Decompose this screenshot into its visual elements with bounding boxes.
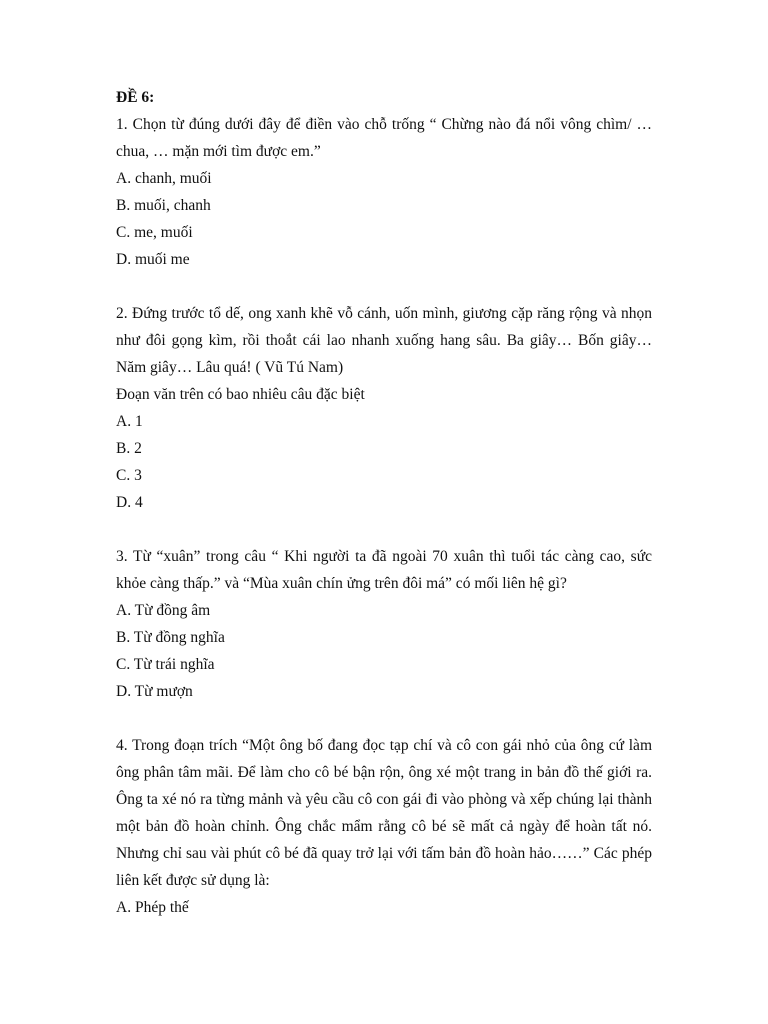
question-3: [116, 543, 652, 705]
option-b: B. Từ đồng nghĩa: [116, 629, 225, 646]
question-stem: 1. Chọn từ đúng dưới đây để điền vào chỗ trống “ Chừng nào đá nổi vông chìm/ … chua, … mặn mới tìm được em.”: [116, 116, 652, 160]
option-c: C. Từ trái nghĩa: [116, 656, 215, 673]
option-d: D. 4: [116, 494, 143, 511]
option-d: D. Từ mượn: [116, 683, 193, 700]
option-a: A. Phép thế: [116, 899, 189, 916]
question-stem: 2. Đứng trước tổ dế, ong xanh khẽ vỗ cánh, uốn mình, giương cặp răng rộng và nhọn như đôi gọng kìm, rồi thoắt cái lao nhanh xuống hang sâu. Ba giây… Bốn giây… Năm giây… Lâu quá! ( Vũ Tú Nam): [116, 305, 652, 376]
option-b: B. 2: [116, 440, 142, 457]
question-stem: 3. Từ “xuân” trong câu “ Khi người ta đã ngoài 70 xuân thì tuổi tác càng cao, sức khỏe càng thấp.” và “Mùa xuân chín ửng trên đôi má” có mối liên hệ gì?: [116, 548, 652, 592]
document-page: [116, 84, 652, 921]
option-c: C. me, muối: [116, 224, 193, 241]
question-1: [116, 111, 652, 273]
question-stem: 4. Trong đoạn trích “Một ông bố đang đọc tạp chí và cô con gái nhỏ của ông cứ làm ông phân tâm mãi. Để làm cho cô bé bận rộn, ông xé một trang in bản đồ thế giới ra. Ông ta xé nó ra từng mảnh và yêu cầu cô con gái đi vào phòng và xếp chúng lại thành một bản đồ hoàn chỉnh. Ông chắc mẩm rằng cô bé sẽ mất cả ngày để hoàn tất nó. Nhưng chỉ sau vài phút cô bé đã quay trở lại với tấm bản đồ hoàn hảo……” Các phép liên kết được sử dụng là:: [116, 737, 652, 889]
question-prompt: Đoạn văn trên có bao nhiêu câu đặc biệt: [116, 386, 365, 403]
option-a: A. chanh, muối: [116, 170, 212, 187]
question-4: [116, 732, 652, 921]
option-d: D. muối me: [116, 251, 190, 268]
option-c: C. 3: [116, 467, 142, 484]
exam-heading: ĐỀ 6:: [116, 89, 155, 106]
question-2: [116, 300, 652, 516]
option-a: A. 1: [116, 413, 143, 430]
option-a: A. Từ đồng âm: [116, 602, 211, 619]
option-b: B. muối, chanh: [116, 197, 211, 214]
